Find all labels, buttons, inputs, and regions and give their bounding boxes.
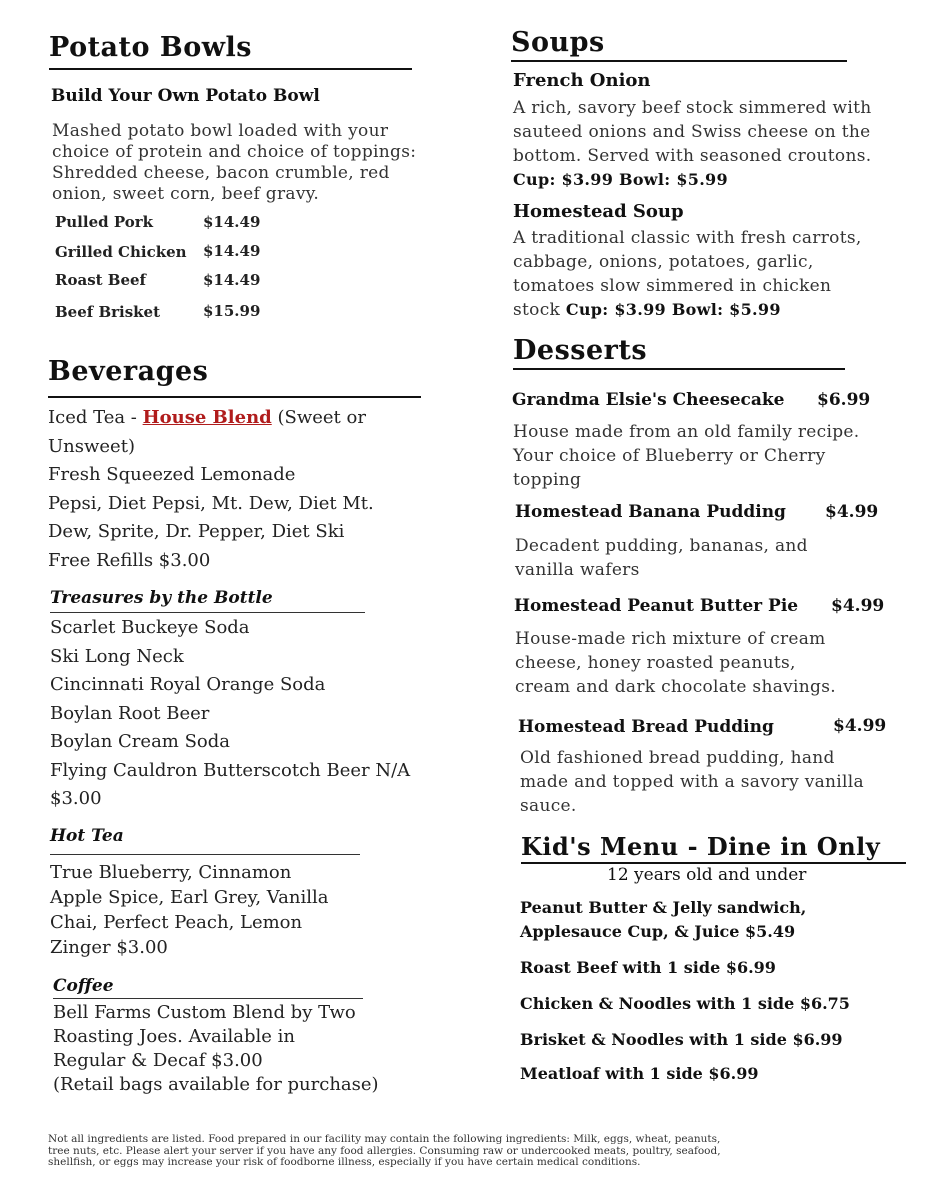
- potato-bowls-rule: [49, 68, 412, 70]
- kids-menu-subheading: 12 years old and under: [607, 865, 807, 885]
- kids-item: Applesauce Cup, & Juice $5.49: [520, 922, 796, 941]
- kids-item: Meatloaf with 1 side $6.99: [520, 1064, 759, 1083]
- kids-item: Brisket & Noodles with 1 side $6.99: [520, 1030, 843, 1049]
- potato-item-name: Grilled Chicken: [55, 243, 187, 261]
- dessert-description: Decadent pudding, bananas, and vanilla wafers: [515, 536, 808, 580]
- beverages-rule: [48, 396, 421, 398]
- dessert-price: $4.99: [825, 502, 879, 522]
- potato-item-price: $14.49: [203, 213, 261, 231]
- potato-bowls-heading: Potato Bowls: [49, 32, 252, 63]
- homestead-soup-title: Homestead Soup: [513, 201, 684, 222]
- bottle-heading: Treasures by the Bottle: [50, 588, 273, 608]
- french-onion-title: French Onion: [513, 70, 651, 91]
- kids-item: Chicken & Noodles with 1 side $6.75: [520, 994, 850, 1013]
- potato-bowl-description: Mashed potato bowl loaded with your choice of protein and choice of toppings: Shredded cheese, bacon crumble, red onion, sweet corn, beef gravy.: [52, 121, 417, 204]
- allergy-disclaimer: Not all ingredients are listed. Food prepared in our facility may contain the following ingredients: Milk, eggs, wheat, peanuts, tree nuts, etc. Please alert your server if you have any food allergies. Consuming raw or undercooked meats, poultry, seafood, shellfish, or eggs may increase your risk of foodborne illness, especially if you have certain medical conditions.: [48, 1133, 721, 1168]
- kids-menu-heading: Kid's Menu - Dine in Only: [521, 832, 881, 861]
- coffee-rule: [53, 998, 363, 999]
- hot-tea-list: True Blueberry, Cinnamon Apple Spice, Earl Grey, Vanilla Chai, Perfect Peach, Lemon Zinger $3.00: [50, 862, 329, 958]
- coffee-list: Bell Farms Custom Blend by Two Roasting Joes. Available in Regular & Decaf $3.00 (Retail bags available for purchase): [53, 1002, 379, 1095]
- dessert-description: Old fashioned bread pudding, hand made and topped with a savory vanilla sauce.: [520, 748, 864, 816]
- beverages-list: Iced Tea - House Blend (Sweet or Unsweet) Fresh Squeezed Lemonade Pepsi, Diet Pepsi, Mt. Dew, Diet Mt. Dew, Sprite, Dr. Pepper, Diet Ski Free Refills $3.00: [48, 404, 374, 575]
- house-blend-link[interactable]: House Blend: [142, 407, 272, 428]
- homestead-soup-price: Cup: $3.99 Bowl: $5.99: [565, 300, 781, 319]
- homestead-soup-description: A traditional classic with fresh carrots, cabbage, onions, potatoes, garlic, tomatoes slow simmered in chicken stock Cup: $3.99 Bowl: $5.99: [513, 228, 862, 320]
- soups-heading: Soups: [511, 27, 605, 58]
- hot-tea-heading: Hot Tea: [50, 826, 124, 846]
- dessert-description: House-made rich mixture of cream cheese, honey roasted peanuts, cream and dark chocolate shavings.: [515, 629, 836, 697]
- soups-rule: [511, 60, 847, 62]
- potato-item-price: $14.49: [203, 242, 261, 260]
- dessert-price: $4.99: [833, 716, 887, 736]
- kids-menu-rule: [521, 862, 906, 864]
- desserts-rule: [513, 368, 845, 370]
- french-onion-price: Cup: $3.99 Bowl: $5.99: [513, 170, 728, 189]
- potato-item-name: Beef Brisket: [55, 303, 161, 321]
- dessert-price: $6.99: [817, 390, 871, 410]
- potato-item-price: $15.99: [203, 302, 261, 320]
- kids-item: Roast Beef with 1 side $6.99: [520, 958, 776, 977]
- dessert-name: Grandma Elsie's Cheesecake: [512, 390, 785, 410]
- desserts-heading: Desserts: [513, 335, 648, 366]
- potato-item-price: $14.49: [203, 271, 261, 289]
- beverages-heading: Beverages: [48, 356, 209, 387]
- kids-item: Peanut Butter & Jelly sandwich,: [520, 898, 807, 917]
- bottle-rule: [50, 612, 365, 613]
- dessert-name: Homestead Peanut Butter Pie: [514, 596, 799, 616]
- dessert-name: Homestead Bread Pudding: [518, 717, 774, 737]
- iced-tea-line: Iced Tea - House Blend (Sweet or: [48, 407, 366, 428]
- potato-item-name: Pulled Pork: [55, 213, 154, 231]
- dessert-name: Homestead Banana Pudding: [515, 502, 786, 522]
- dessert-description: House made from an old family recipe. Your choice of Blueberry or Cherry topping: [513, 422, 860, 490]
- potato-bowl-subtitle: Build Your Own Potato Bowl: [51, 86, 320, 106]
- bottle-list: Scarlet Buckeye Soda Ski Long Neck Cincinnati Royal Orange Soda Boylan Root Beer Boylan Cream Soda Flying Cauldron Butterscotch Beer N/A $3.00: [50, 617, 411, 809]
- coffee-heading: Coffee: [53, 976, 114, 996]
- hot-tea-rule: [50, 854, 360, 855]
- potato-item-name: Roast Beef: [55, 271, 147, 289]
- french-onion-description: A rich, savory beef stock simmered with sauteed onions and Swiss cheese on the bottom. Served with seasoned croutons. Cup: $3.99 Bowl: $5.99: [513, 96, 871, 192]
- dessert-price: $4.99: [831, 596, 885, 616]
